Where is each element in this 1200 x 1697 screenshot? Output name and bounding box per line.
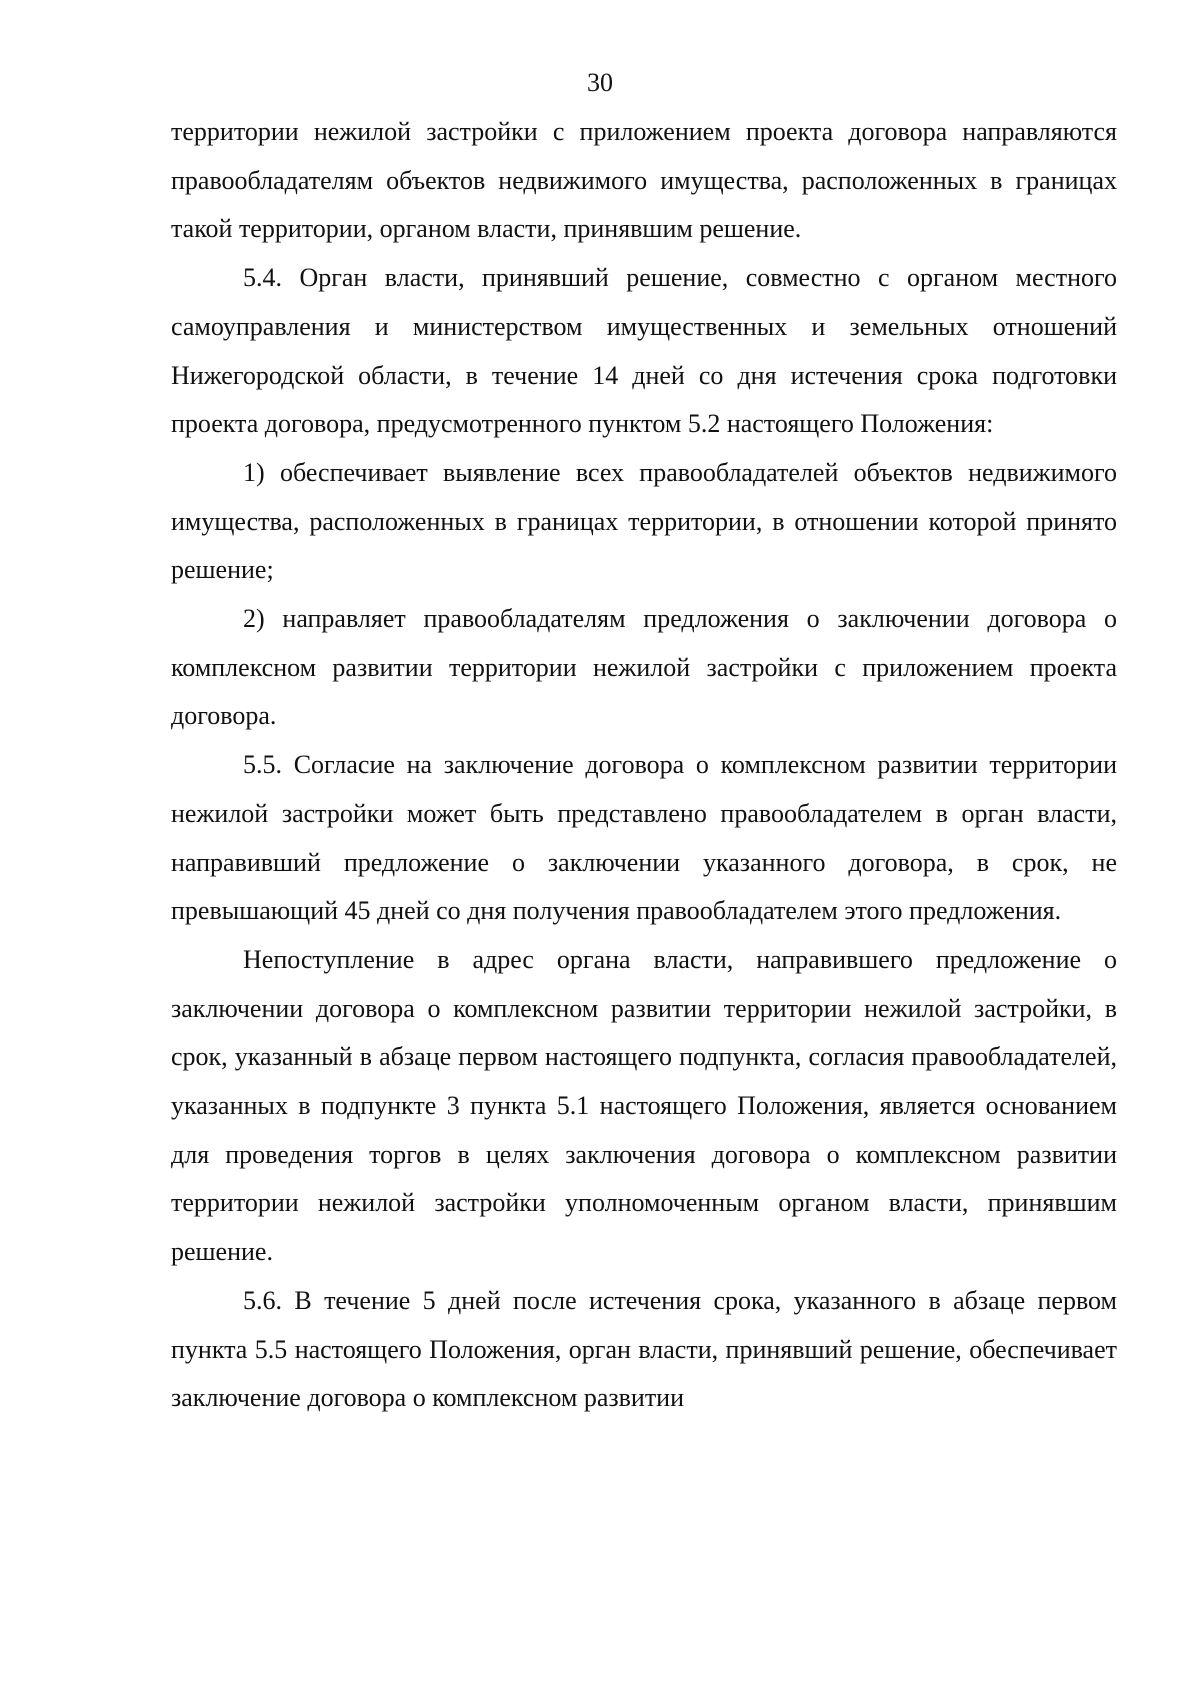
list-item-2: 2) направляет правообладателям предложения о заключении договора о комплексном развитии территории нежилой застройки с приложением проекта договора. [171, 604, 1117, 731]
paragraph-5-6: 5.6. В течение 5 дней после истечения срока, указанного в абзаце первом пункта 5.5 настоящего Положения, орган власти, принявший решение, обеспечивает заключение договора о комплексном развитии [171, 1285, 1117, 1413]
paragraph-5-5-second: Непоступление в адрес органа власти, направившего предложение о заключении договора о комплексном развитии территории нежилой застройки, в срок, указанный в абзаце первом настоящего подпункта, согласия правообладателей, указанных в подпункте 3 пункта 5.1 настоящего Положения, является основанием для проведения торгов в целях заключения договора о комплексном развитии территории нежилой застройки уполномоченным органом власти, принявшим решение. [171, 944, 1117, 1267]
document-body [171, 108, 1117, 1423]
page-number: 30 [587, 68, 613, 97]
paragraph-5-5: 5.5. Согласие на заключение договора о комплексном развитии территории нежилой застройки может быть представлено правообладателем в орган власти, направивший предложение о заключении указанного договора, в срок, не превышающий 45 дней со дня получения правообладателем этого предложения. [171, 750, 1117, 926]
list-item-1: 1) обеспечивает выявление всех правообладателей объектов недвижимого имущества, расположенных в границах территории, в отношении которой принято решение; [171, 457, 1117, 585]
paragraph-continuation: территории нежилой застройки с приложением проекта договора направляются правообладателям объектов недвижимого имущества, расположенных в границах такой территории, органом власти, принявшим решение. [171, 117, 1117, 244]
paragraph-5-4: 5.4. Орган власти, принявший решение, совместно с органом местного самоуправления и министерством имущественных и земельных отношений Нижегородской области, в течение 14 дней со дня истечения срока подготовки проекта договора, предусмотренного пунктом 5.2 настоящего Положения: [171, 263, 1117, 439]
